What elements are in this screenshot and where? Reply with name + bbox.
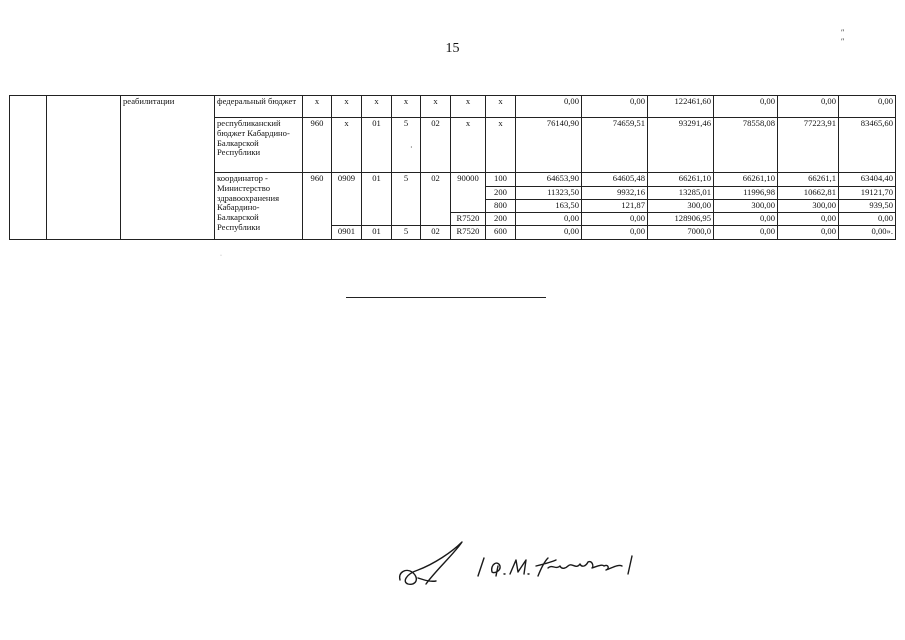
value-cell: 63404,40 (839, 173, 896, 187)
funding-source: федеральный бюджет (215, 96, 303, 118)
napr-cell: R7520 (451, 213, 486, 226)
gp-cell: 01 (362, 226, 392, 240)
value-cell: 9932,16 (582, 187, 648, 200)
value-cell: 0,00 (778, 213, 839, 226)
value-cell: 74659,51 (582, 118, 648, 173)
gp-cell: 01 (362, 118, 392, 173)
measure-label: реабилитации (121, 96, 215, 240)
corner-marks: ″ ″ (841, 28, 875, 46)
pgp-cell: 5 (392, 226, 421, 240)
value-cell: 64605,48 (582, 173, 648, 187)
value-cell: 10662,81 (778, 187, 839, 200)
value-cell: 0,00 (714, 226, 778, 240)
value-cell: 0,00 (516, 213, 582, 226)
om-cell: 02 (421, 118, 451, 173)
value-cell: 0,00 (582, 213, 648, 226)
vr-cell: 800 (486, 200, 516, 213)
grbs-cell: 960 (303, 173, 332, 240)
om-cell: 02 (421, 173, 451, 226)
signature (396, 534, 646, 595)
funding-source: координатор - Министерство здравоохранения Кабардино-Балкарской Республики (215, 173, 303, 240)
empty-cell (47, 96, 121, 240)
value-cell: 939,50 (839, 200, 896, 213)
value-cell: 76140,90 (516, 118, 582, 173)
value-cell: 0,00 (778, 226, 839, 240)
value-cell: 0,00 (839, 213, 896, 226)
vr-cell: 100 (486, 173, 516, 187)
value-cell: 66261,10 (648, 173, 714, 187)
om-cell: 02 (421, 226, 451, 240)
vr-cell: 600 (486, 226, 516, 240)
table-row (10, 96, 896, 118)
value-cell: 93291,46 (648, 118, 714, 173)
value-cell: 300,00 (648, 200, 714, 213)
value-cell: 0,00 (516, 96, 582, 118)
value-cell: 0,00 (839, 96, 896, 118)
value-cell: 163,50 (516, 200, 582, 213)
gp-cell: х (362, 96, 392, 118)
value-cell: 13285,01 (648, 187, 714, 200)
value-cell: 0,00 (516, 226, 582, 240)
value-cell: 77223,91 (778, 118, 839, 173)
value-cell: 11323,50 (516, 187, 582, 200)
vr-cell: 200 (486, 187, 516, 200)
rz-cell: х (332, 118, 362, 173)
scan-speck: · (410, 143, 413, 152)
value-cell: 64653,90 (516, 173, 582, 187)
gp-cell: 01 (362, 173, 392, 226)
vr-cell: 200 (486, 213, 516, 226)
value-cell: 0,00 (714, 213, 778, 226)
value-cell: 0,00 (582, 226, 648, 240)
napr-cell: R7520 (451, 226, 486, 240)
vr-cell: х (486, 118, 516, 173)
funding-source: республиканский бюджет Кабардино-Балкарской Республики (215, 118, 303, 173)
handwritten-signature-icon (396, 534, 646, 590)
value-cell: 19121,70 (839, 187, 896, 200)
value-cell: 0,00». (839, 226, 896, 240)
value-cell: 0,00 (714, 96, 778, 118)
pgp-cell: х (392, 96, 421, 118)
pgp-cell: 5 (392, 118, 421, 173)
value-cell: 0,00 (582, 96, 648, 118)
grbs-cell: 960 (303, 118, 332, 173)
rz-cell: 0909 (332, 173, 362, 226)
vr-cell: х (486, 96, 516, 118)
value-cell: 11996,98 (714, 187, 778, 200)
scan-speck: · (220, 253, 222, 259)
value-cell: 300,00 (778, 200, 839, 213)
rz-cell: 0901 (332, 226, 362, 240)
value-cell: 121,87 (582, 200, 648, 213)
value-cell: 66261,10 (714, 173, 778, 187)
value-cell: 7000,0 (648, 226, 714, 240)
value-cell: 122461,60 (648, 96, 714, 118)
om-cell: х (421, 96, 451, 118)
value-cell: 83465,60 (839, 118, 896, 173)
napr-cell: 90000 (451, 173, 486, 213)
value-cell: 128906,95 (648, 213, 714, 226)
pgp-cell: 5 (392, 173, 421, 226)
value-cell: 78558,08 (714, 118, 778, 173)
value-cell: 300,00 (714, 200, 778, 213)
value-cell: 66261,1 (778, 173, 839, 187)
separator-line (346, 297, 546, 298)
budget-table (9, 95, 896, 240)
napr-cell: х (451, 96, 486, 118)
value-cell: 0,00 (778, 96, 839, 118)
rz-cell: х (332, 96, 362, 118)
page-number: 15 (445, 41, 460, 56)
napr-cell: х (451, 118, 486, 173)
grbs-cell: х (303, 96, 332, 118)
empty-cell (10, 96, 47, 240)
